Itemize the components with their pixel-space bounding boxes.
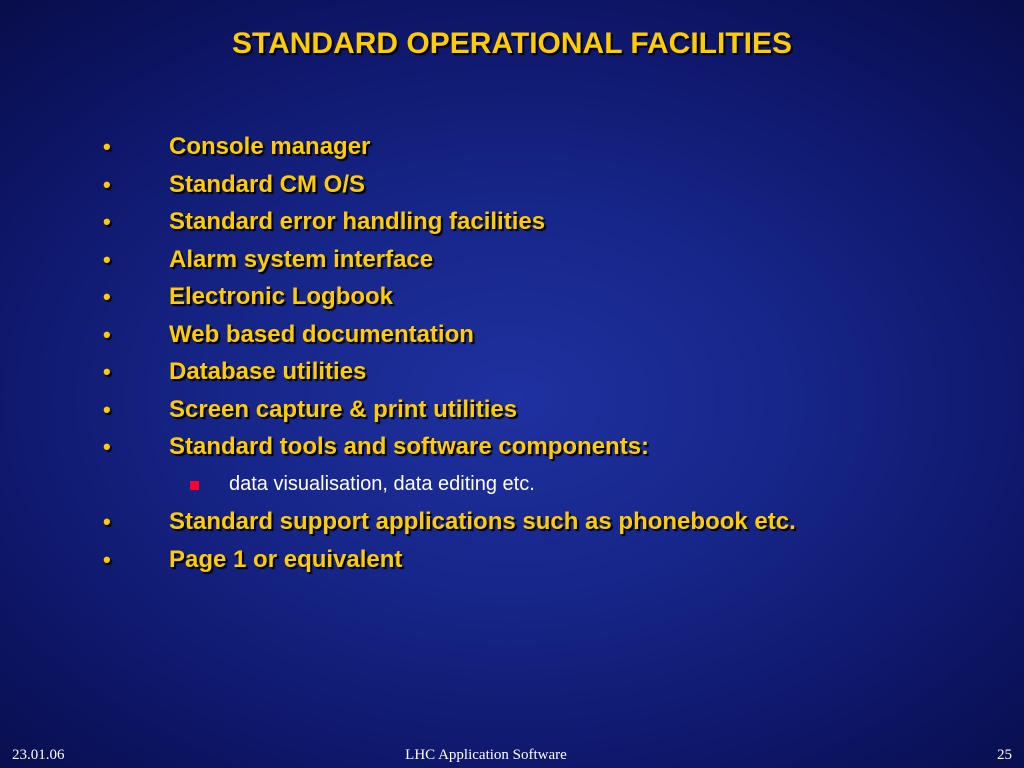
list-item: [0, 391, 1024, 429]
bullet-text: Standard error handling facilities: [169, 208, 546, 235]
list-item: [0, 503, 1024, 541]
dot-bullet-icon: •: [103, 246, 111, 272]
square-bullet-icon: [190, 481, 199, 490]
bullet-list: [0, 128, 1024, 578]
dot-bullet-icon: •: [103, 134, 111, 159]
dot-bullet-icon: •: [103, 284, 111, 309]
bullet-text: Web based documentation: [169, 320, 474, 348]
sub-bullet-text: data visualisation, data editing etc.: [229, 472, 535, 495]
list-item: [0, 541, 1024, 579]
bullet-text: Electronic Logbook: [169, 283, 394, 310]
list-item: [0, 166, 1024, 204]
dot-bullet-icon: •: [103, 359, 111, 384]
dot-bullet-icon: •: [103, 396, 111, 422]
bullet-text: Standard tools and software components:: [169, 433, 650, 460]
bullet-text: Standard CM O/S: [169, 170, 366, 198]
dot-bullet-icon: •: [103, 546, 111, 572]
footer-title: LHC Application Software: [405, 747, 567, 763]
dot-bullet-icon: •: [103, 209, 111, 234]
bullet-text: Console manager: [169, 133, 371, 160]
dot-bullet-icon: •: [103, 434, 111, 459]
footer-date: 23.01.06: [12, 747, 65, 763]
list-item: [0, 428, 1024, 466]
list-item: [0, 353, 1024, 391]
list-item: [0, 203, 1024, 241]
list-item: [0, 278, 1024, 316]
dot-bullet-icon: •: [103, 509, 111, 534]
bullet-text: Alarm system interface: [169, 245, 434, 273]
sub-list-item: [0, 466, 1024, 504]
dot-bullet-icon: •: [103, 171, 111, 197]
dot-bullet-icon: •: [103, 321, 111, 347]
page-number: 25: [997, 747, 1012, 763]
list-item: [0, 128, 1024, 166]
list-item: [0, 316, 1024, 354]
bullet-text: Standard support applications such as phonebook etc.: [169, 508, 796, 535]
bullet-text: Database utilities: [169, 358, 367, 385]
slide-title: STANDARD OPERATIONAL FACILITIES: [231, 27, 792, 60]
bullet-text: Screen capture & print utilities: [169, 395, 518, 423]
bullet-text: Page 1 or equivalent: [169, 545, 403, 573]
list-item: [0, 241, 1024, 279]
